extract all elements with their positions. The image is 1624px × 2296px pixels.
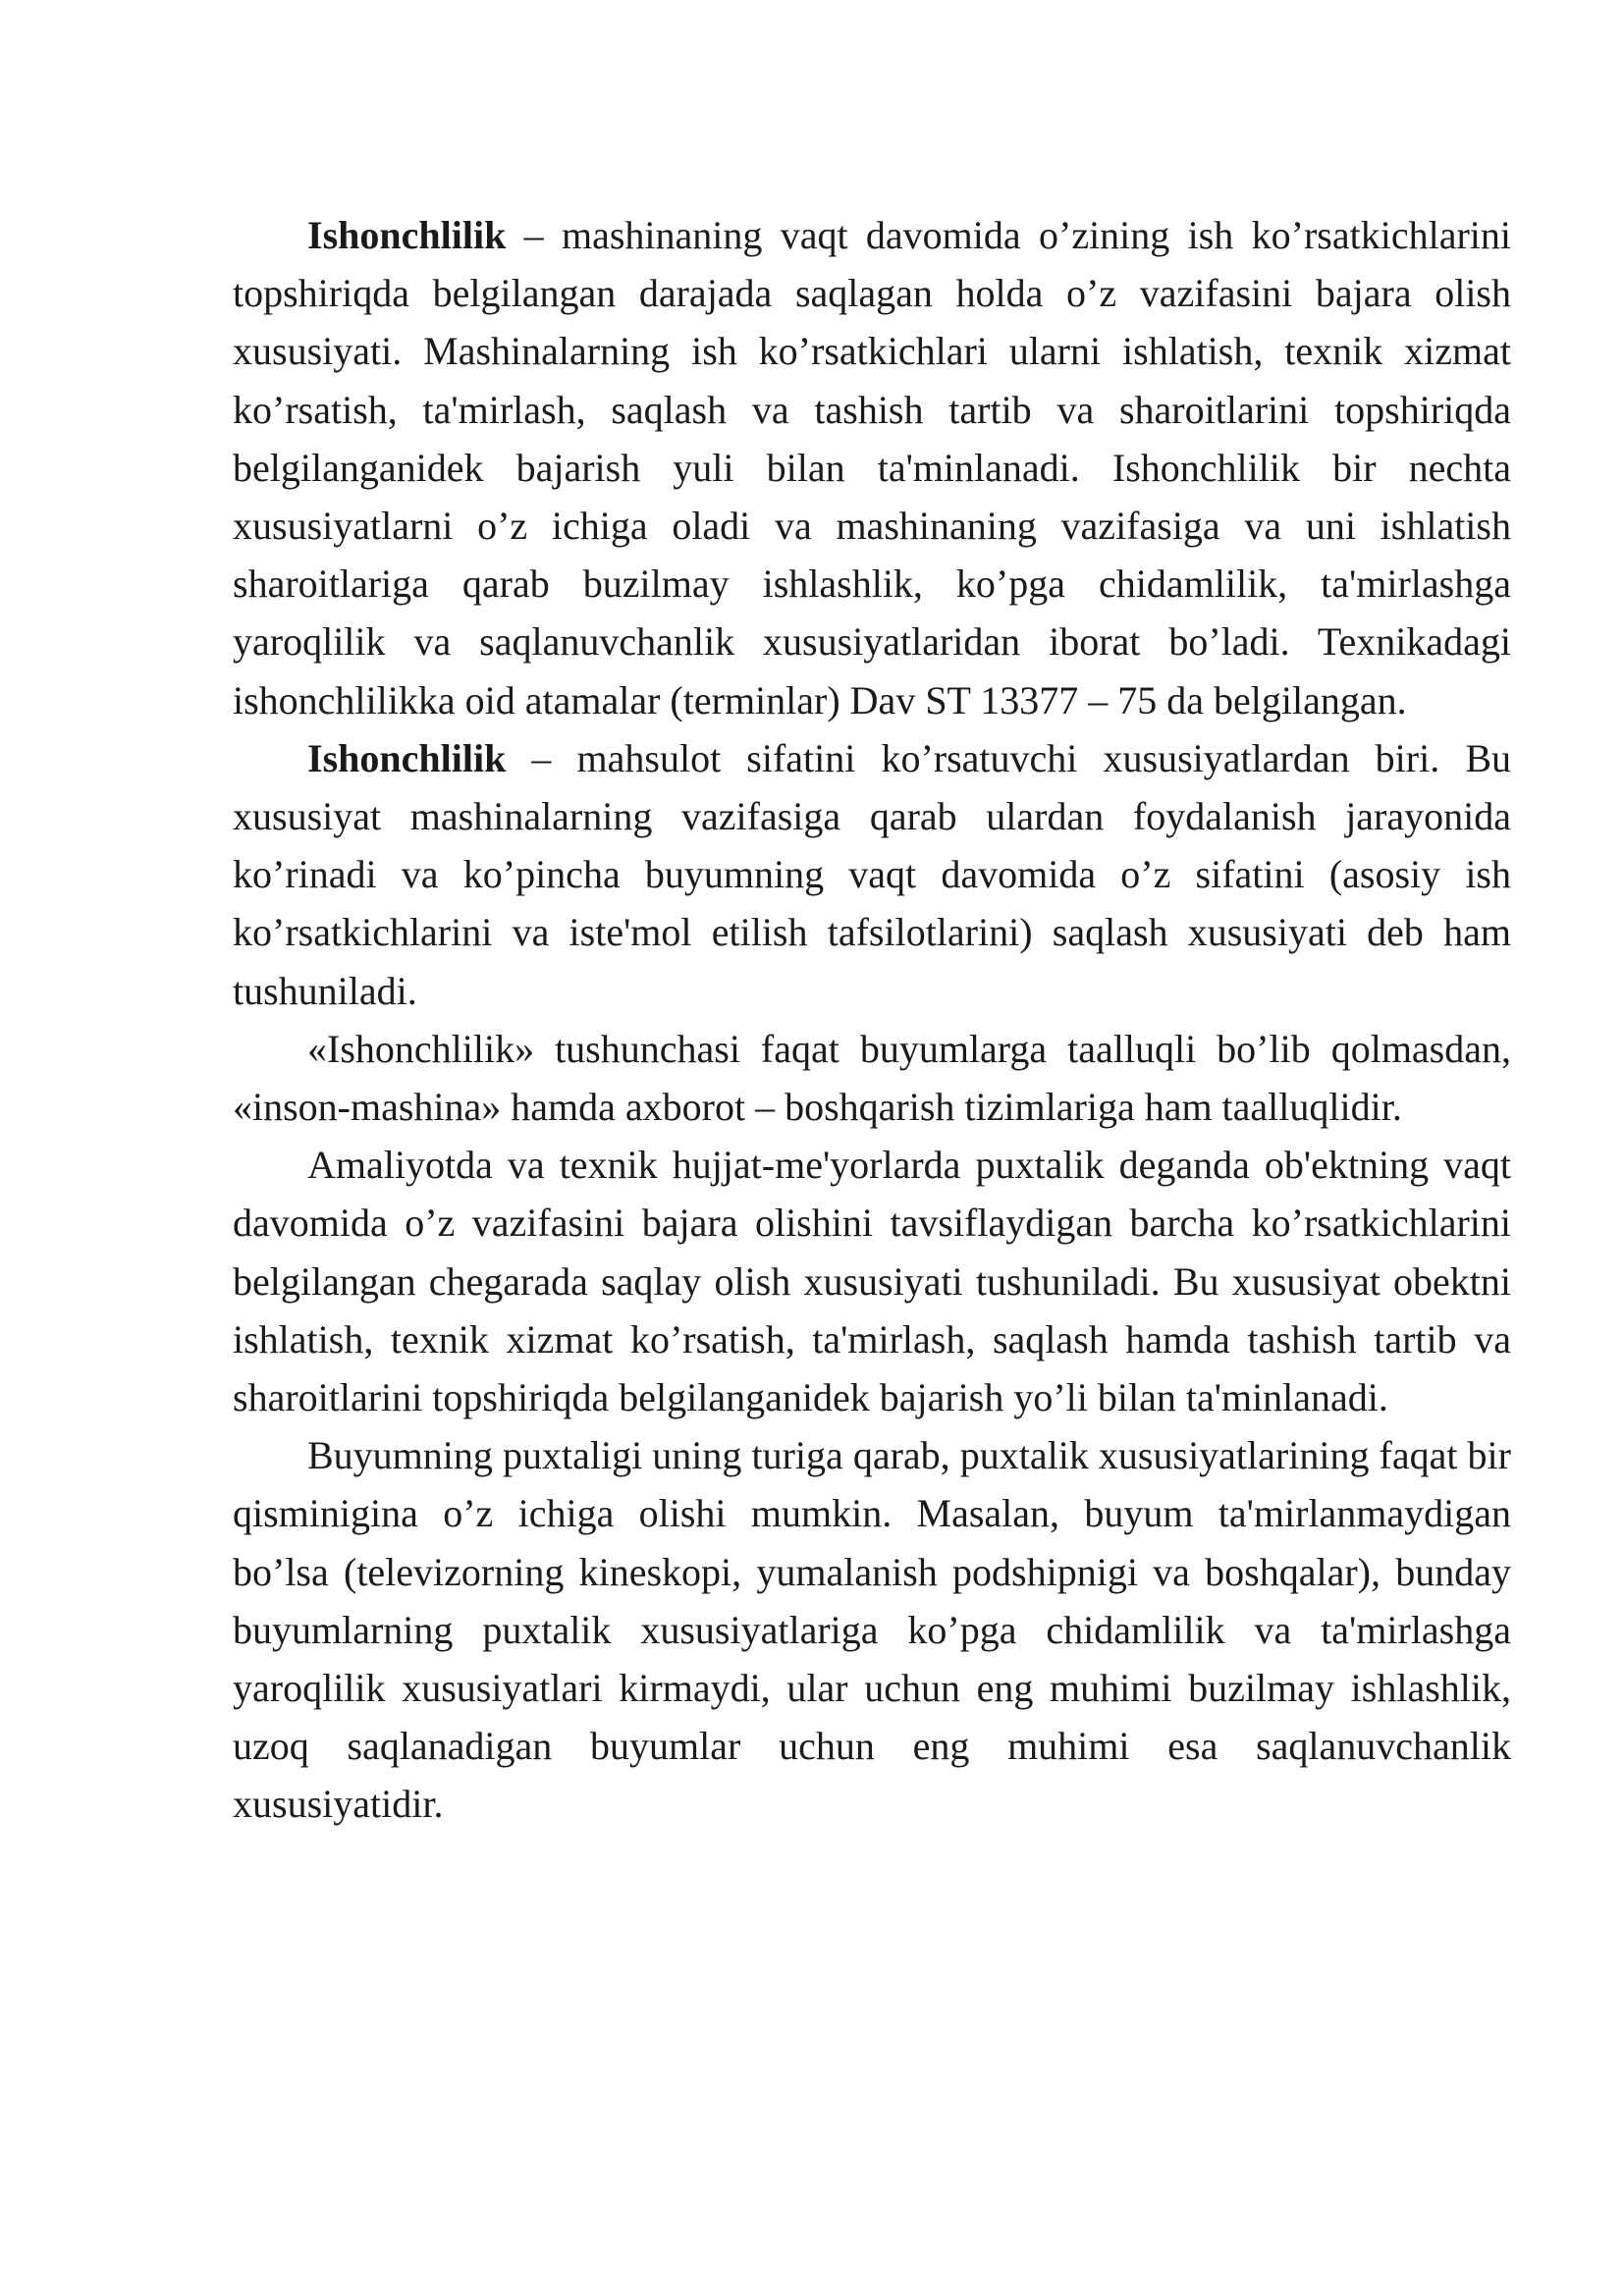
paragraph-text: Amaliyotda va texnik hujjat-me'yorlarda puxtalik deganda ob'ektning vaqt davomida o’z vazifasini bajara olishini tavsiflaydigan barcha ko’rsatkichlarini belgilangan chegarada saqlay olish xususiyati tushuniladi. Bu xususiyat obektni ishlatish, texnik xizmat ko’rsatish, ta'mirlash, saqlash hamda tashish tartib va sharoitlarini topshiriqda belgilanganidek bajarish yo’li bilan ta'minlanadi.	[233, 1143, 1511, 1420]
paragraph-text: «Ishonchlilik» tushunchasi faqat buyumlarga taalluqli bo’lib qolmasdan, «inson-mashina» hamda axborot – boshqarish tizimlariga ham taalluqlidir.	[233, 1026, 1511, 1130]
paragraph-text: – mashinaning vaqt davomida o’zining ish ko’rsatkichlarini topshiriqda belgilangan darajada saqlagan holda o’z vazifasini bajara olish xususiyati. Mashinalarning ish ko’rsatkichlari ularni ishlatish, texnik xizmat ko’rsatish, ta'mirlash, saqlash va tashish tartib va sharoitlarini topshiriqda belgilanganidek bajarish yuli bilan ta'minlanadi. Ishonchlilik bir nechta xususiyatlarni o’z ichiga oladi va mashinaning vazifasiga va uni ishlatish sharoitlariga qarab buzilmay ishlashlik, ko’pga chidamlilik, ta'mirlashga yaroqlilik va saqlanuvchanlik xususiyatlaridan iborat bo’ladi. Texnikadagi ishonchlilikka oid atamalar (terminlar) Dav ST 13377 – 75 da belgilangan.	[233, 213, 1511, 722]
paragraph-3	[233, 1020, 1511, 1136]
paragraph-text: – mahsulot sifatini ko’rsatuvchi xususiyatlardan biri. Bu xususiyat mashinalarning vazifasiga qarab ulardan foydalanish jarayonida ko’rinadi va ko’pincha buyumning vaqt davomida o’z sifatini (asosiy ish ko’rsatkichlarini va iste'mol etilish tafsilotlarini) saqlash xususiyati deb ham tushuniladi.	[233, 735, 1511, 1013]
term-bold: Ishonchlilik	[307, 735, 507, 780]
paragraph-2	[233, 729, 1511, 1020]
document-page	[233, 206, 1511, 1834]
paragraph-1	[233, 206, 1511, 729]
paragraph-4	[233, 1136, 1511, 1426]
paragraph-5	[233, 1426, 1511, 1833]
paragraph-text: Buyumning puxtaligi uning turiga qarab, puxtalik xususiyatlarining faqat bir qisminigina o’z ichiga olishi mumkin. Masalan, buyum ta'mirlanmaydigan bo’lsa (televizorning kineskopi, yumalanish podshipnigi va boshqalar), bunday buyumlarning puxtalik xususiyatlariga ko’pga chidamlilik va ta'mirlashga yaroqlilik xususiyatlari kirmaydi, ular uchun eng muhimi buzilmay ishlashlik, uzoq saqlanadigan buyumlar uchun eng muhimi esa saqlanuvchanlik xususiyatidir.	[233, 1433, 1511, 1827]
term-bold: Ishonchlilik	[307, 213, 507, 257]
